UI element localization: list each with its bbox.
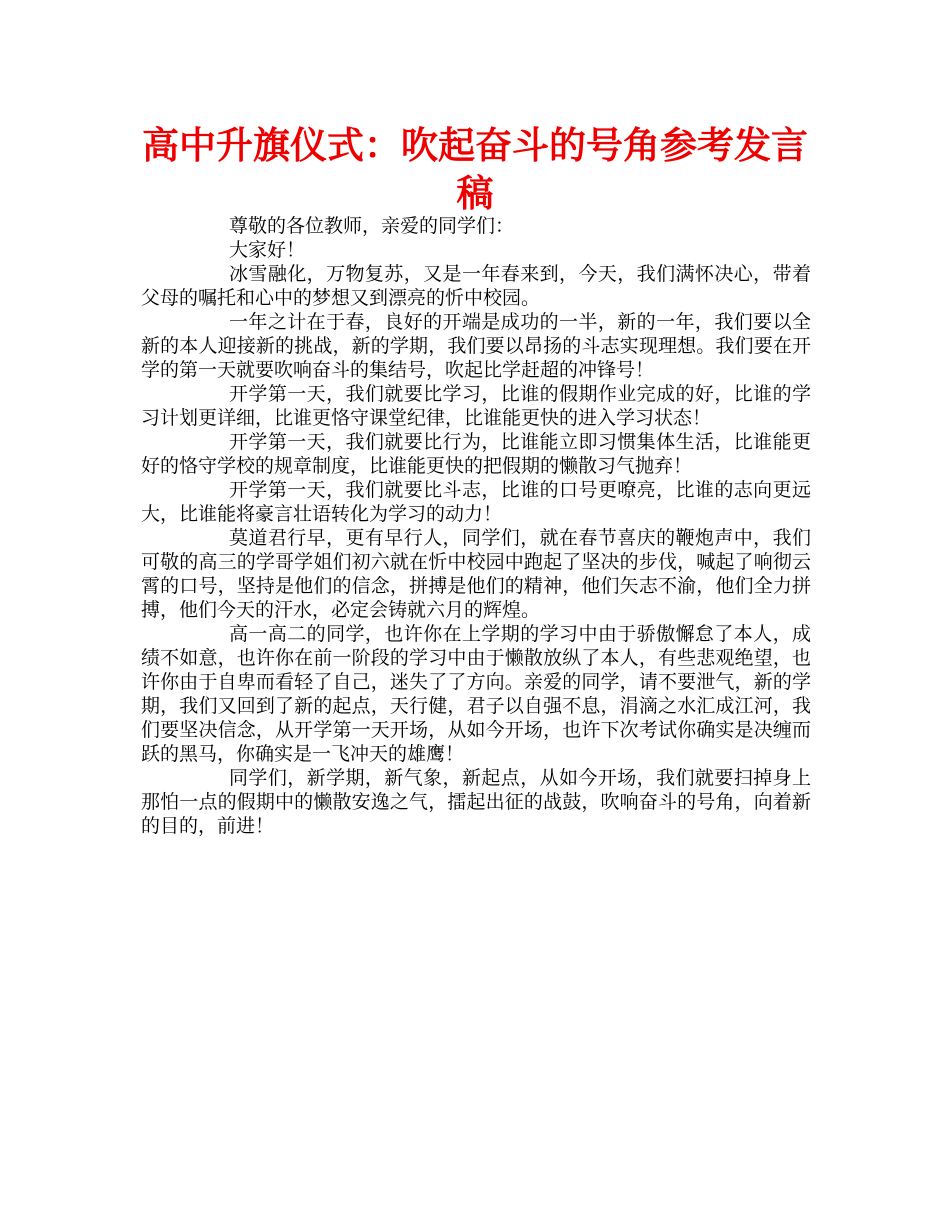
document-body [141,214,811,838]
greeting-paragraph: 大家好！ [229,239,306,261]
body-paragraph: 冰雪融化，万物复苏，又是一年春来到，今天，我们满怀决心，带着父母的嘱托和心中的梦想又到漂亮的忻中校园。 [141,263,811,309]
salutation-paragraph: 尊敬的各位教师，亲爱的同学们： [229,215,515,237]
body-paragraph: 开学第一天，我们就要比学习，比谁的假期作业完成的好，比谁的学习计划更详细，比谁更恪守课堂纪律，比谁能更快的进入学习状态！ [141,383,811,429]
body-paragraph: 高一高二的同学，也许你在上学期的学习中由于骄傲懈怠了本人，成绩不如意，也许你在前一阶段的学习中由于懒散放纵了本人，有些悲观绝望，也许你由于自卑而看轻了自己，迷失了了方向。亲爱的同学，请不要泄气，新的学期，我们又回到了新的起点，天行健，君子以自强不息，涓滴之水汇成江河，我们要坚决信念，从开学第一天开场，从如今开场，也许下次考试你确实是决缠而跃的黑马，你确实是一飞冲天的雄鹰！ [141,623,811,765]
closing-paragraph: 同学们，新学期，新气象，新起点，从如今开场，我们就要扫掉身上那怕一点的假期中的懒散安逸之气，擂起出征的战鼓，吹响奋斗的号角，向着新的目的，前进！ [141,767,811,837]
body-paragraph: 开学第一天，我们就要比斗志，比谁的口号更嘹亮，比谁的志向更远大，比谁能将豪言壮语转化为学习的动力！ [141,479,811,525]
document-title: 高中升旗仪式：吹起奋斗的号角参考发言稿 [142,124,808,215]
body-paragraph: 开学第一天，我们就要比行为，比谁能立即习惯集体生活，比谁能更好的恪守学校的规章制度，比谁能更快的把假期的懒散习气抛弃！ [141,431,811,477]
body-paragraph: 莫道君行早，更有早行人，同学们，就在春节喜庆的鞭炮声中，我们可敬的高三的学哥学姐们初六就在忻中校园中跑起了坚决的步伐，喊起了响彻云霄的口号，坚持是他们的信念，拼搏是他们的精神，他们矢志不渝，他们全力拼搏，他们今天的汗水，必定会铸就六月的辉煌。 [141,527,811,621]
body-paragraph: 一年之计在于春，良好的开端是成功的一半，新的一年，我们要以全新的本人迎接新的挑战，新的学期，我们要以昂扬的斗志实现理想。我们要在开学的第一天就要吹响奋斗的集结号，吹起比学赶超的冲锋号！ [141,311,811,381]
